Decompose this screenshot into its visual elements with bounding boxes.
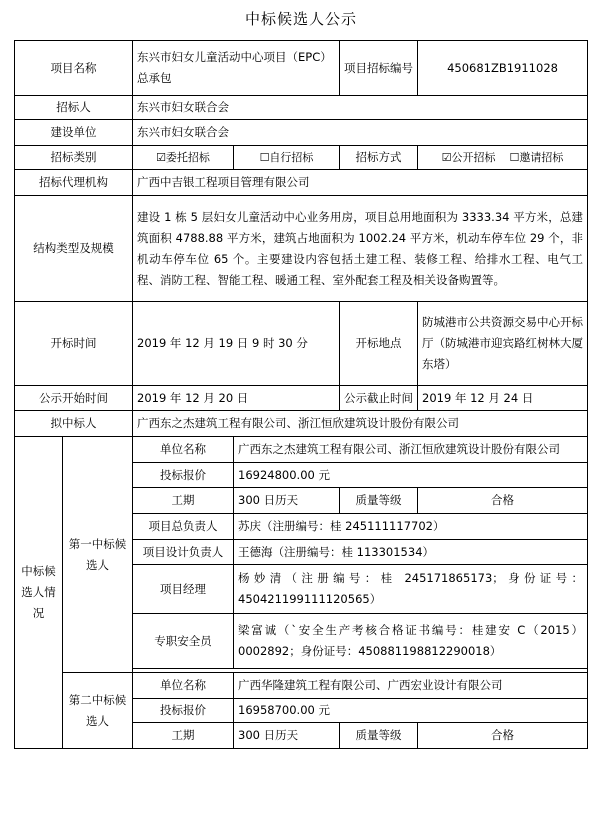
builder-value: 东兴市妇女联合会	[133, 120, 588, 146]
second-period-value: 300 日历天	[234, 723, 340, 749]
first-price-value: 16924800.00 元	[234, 463, 588, 488]
first-pm-label: 项目总负责人	[133, 514, 234, 540]
page-title: 中标候选人公示	[244, 10, 357, 28]
announcement-table	[14, 40, 588, 749]
row-publicity	[15, 386, 588, 411]
second-unit-label: 单位名称	[133, 673, 234, 699]
first-unit-label: 单位名称	[133, 437, 234, 463]
tender-type-label: 招标类别	[15, 146, 133, 170]
structure-value: 建设 1 栋 5 层妇女儿童活动中心业务用房，项目总用地面积为 3333.34 平方米，总建筑面积 4788.88 平方米，建筑占地面积为 1002.24 平方米，机动车停车位 29 个，非机动车停车位 65 个。主要建设内容包括土建工程、装修工程、给排水工程、电气工程、消防工程、智能工程、暖通工程、室外配套工程及相关设备购置等。	[133, 196, 588, 302]
row-first-unit	[15, 437, 588, 463]
agency-value: 广西中吉银工程项目管理有限公司	[133, 170, 588, 196]
second-candidate-label: 第二中标候选人	[63, 673, 133, 749]
project-code-label: 项目招标编号	[340, 41, 418, 96]
opening-time-value: 2019 年 12 月 19 日 9 时 30 分	[133, 302, 340, 386]
first-candidate-label: 第一中标候选人	[63, 437, 133, 673]
first-price-label: 投标报价	[133, 463, 234, 488]
row-proposed	[15, 411, 588, 437]
first-design-label: 项目设计负责人	[133, 540, 234, 565]
candidates-label: 中标候选人情况	[15, 437, 63, 749]
second-price-value: 16958700.00 元	[234, 699, 588, 723]
second-quality-value: 合格	[418, 723, 588, 749]
first-period-label: 工期	[133, 488, 234, 514]
project-code-value: 450681ZB1911028	[418, 41, 588, 96]
tenderer-label: 招标人	[15, 96, 133, 120]
checkbox-open: ☑公开招标	[441, 151, 496, 164]
second-period-label: 工期	[133, 723, 234, 749]
opening-time-label: 开标时间	[15, 302, 133, 386]
opening-place-value: 防城港市公共资源交易中心开标厅（防城港市迎宾路红树林大厦东塔）	[418, 302, 588, 386]
checkbox-invite: ☐邀请招标	[509, 151, 564, 164]
first-manager-label: 项目经理	[133, 565, 234, 614]
first-safety-value: 梁富诚（`安全生产考核合格证书编号：桂建安 C（2015）0002892；身份证号：450881198812290018）	[234, 614, 588, 669]
publicity-end-label: 公示截止时间	[340, 386, 418, 411]
row-project	[15, 41, 588, 96]
row-opening	[15, 302, 588, 386]
proposed-value: 广西东之杰建筑工程有限公司、浙江恒欣建筑设计股份有限公司	[133, 411, 588, 437]
proposed-label: 拟中标人	[15, 411, 133, 437]
second-quality-label: 质量等级	[340, 723, 418, 749]
first-pm-value: 苏庆（注册编号：桂 245111117702）	[234, 514, 588, 540]
row-structure	[15, 196, 588, 302]
row-second-unit	[15, 673, 588, 699]
checkbox-self: ☐自行招标	[234, 146, 340, 170]
first-period-value: 300 日历天	[234, 488, 340, 514]
project-name-value: 东兴市妇女儿童活动中心项目（EPC）总承包	[133, 41, 340, 96]
first-design-value: 王德海（注册编号：桂 113301534）	[234, 540, 588, 565]
tender-method-label: 招标方式	[340, 146, 418, 170]
first-unit-value: 广西东之杰建筑工程有限公司、浙江恒欣建筑设计股份有限公司	[234, 437, 588, 463]
publicity-start-value: 2019 年 12 月 20 日	[133, 386, 340, 411]
tenderer-value: 东兴市妇女联合会	[133, 96, 588, 120]
row-agency	[15, 170, 588, 196]
publicity-end-value: 2019 年 12 月 24 日	[418, 386, 588, 411]
first-safety-label: 专职安全员	[133, 614, 234, 669]
checkbox-entrusted: ☑委托招标	[133, 146, 234, 170]
builder-label: 建设单位	[15, 120, 133, 146]
publicity-start-label: 公示开始时间	[15, 386, 133, 411]
first-quality-label: 质量等级	[340, 488, 418, 514]
first-manager-value: 杨妙清（注册编号：桂 245171865173；身份证号：450421199111120565）	[234, 565, 588, 614]
project-name-label: 项目名称	[15, 41, 133, 96]
agency-label: 招标代理机构	[15, 170, 133, 196]
structure-label: 结构类型及规模	[15, 196, 133, 302]
second-unit-value: 广西华隆建筑工程有限公司、广西宏业设计有限公司	[234, 673, 588, 699]
row-tender-type	[15, 146, 588, 170]
tender-method-options	[418, 146, 588, 170]
first-quality-value: 合格	[418, 488, 588, 514]
row-tenderer	[15, 96, 588, 120]
second-price-label: 投标报价	[133, 699, 234, 723]
opening-place-label: 开标地点	[340, 302, 418, 386]
row-builder	[15, 120, 588, 146]
